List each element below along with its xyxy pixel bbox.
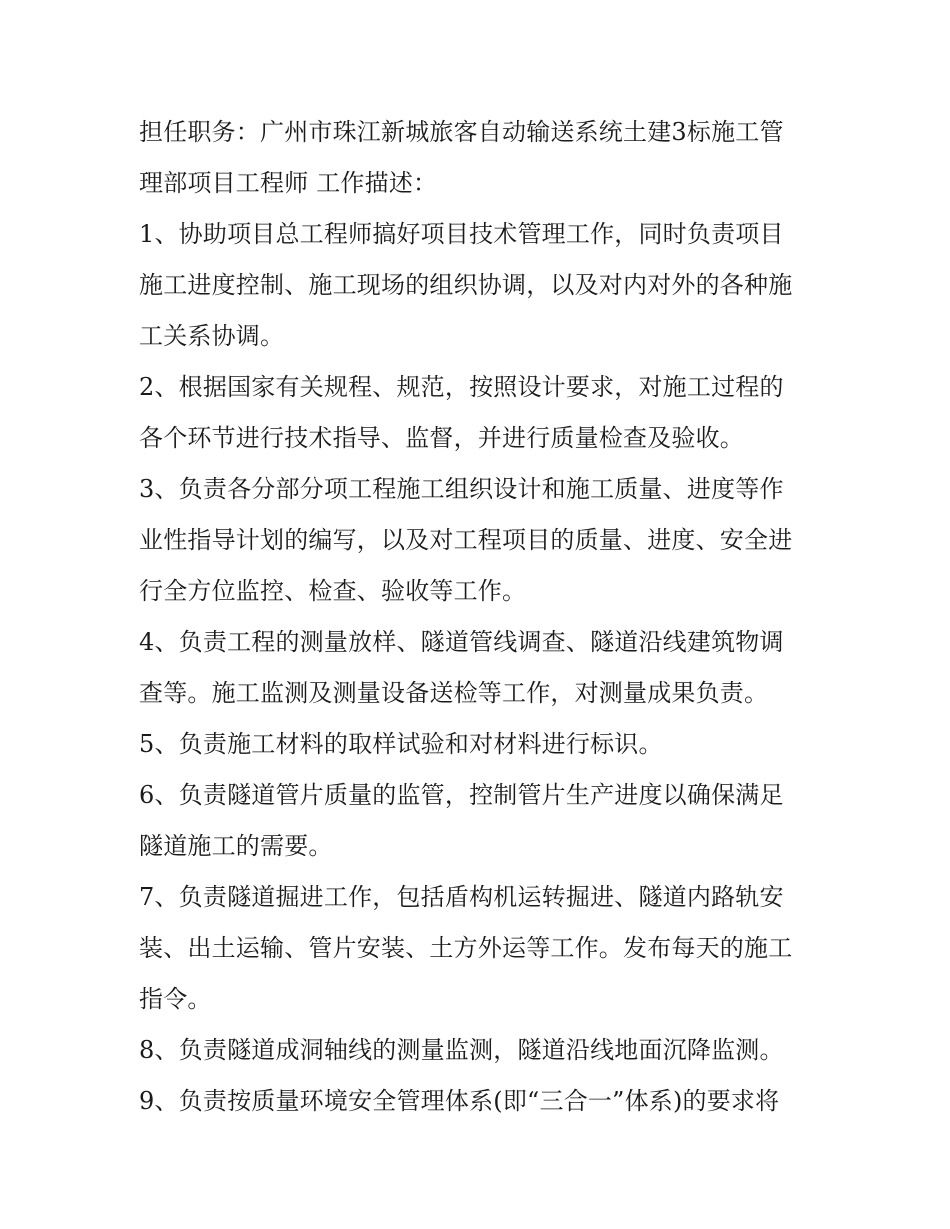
text-line: 业性指导计划的编写，以及对工程项目的质量、进度、安全进 xyxy=(139,526,793,554)
text-line: 施工进度控制、施工现场的组织协调，以及对内对外的各种施 xyxy=(139,271,793,299)
text-line: 理部项目工程师 工作描述： xyxy=(139,169,438,197)
text-line: 行全方位监控、检查、验收等工作。 xyxy=(139,577,527,605)
document-body xyxy=(139,107,819,1127)
text-line: 担任职务：广州市珠江新城旅客自动输送系统土建3标施工管 xyxy=(139,118,784,146)
text-line: 装、出土运输、管片安装、土方外运等工作。发布每天的施工 xyxy=(139,934,793,962)
text-line: 3、负责各分部分项工程施工组织设计和施工质量、进度等作 xyxy=(139,475,784,503)
text-line: 各个环节进行技术指导、监督，并进行质量检查及验收。 xyxy=(139,424,744,452)
text-line: 指令。 xyxy=(139,985,212,1013)
text-line: 9、负责按质量环境安全管理体系(即“三合一”体系)的要求将 xyxy=(139,1087,780,1115)
text-line: 工关系协调。 xyxy=(139,322,285,350)
text-line: 7、负责隧道掘进工作，包括盾构机运转掘进、隧道内路轨安 xyxy=(139,883,784,911)
text-line: 8、负责隧道成洞轴线的测量监测，隧道沿线地面沉降监测。 xyxy=(139,1036,784,1064)
text-line: 2、根据国家有关规程、规范，按照设计要求，对施工过程的 xyxy=(139,373,784,401)
text-line: 5、负责施工材料的取样试验和对材料进行标识。 xyxy=(139,730,663,758)
text-line: 1、协助项目总工程师搞好项目技术管理工作，同时负责项目 xyxy=(139,220,784,248)
text-line: 4、负责工程的测量放样、隧道管线调查、隧道沿线建筑物调 xyxy=(139,628,784,656)
text-line: 隧道施工的需要。 xyxy=(139,832,333,860)
text-line: 查等。施工监测及测量设备送检等工作，对测量成果负责。 xyxy=(139,679,769,707)
text-line: 6、负责隧道管片质量的监管，控制管片生产进度以确保满足 xyxy=(139,781,784,809)
